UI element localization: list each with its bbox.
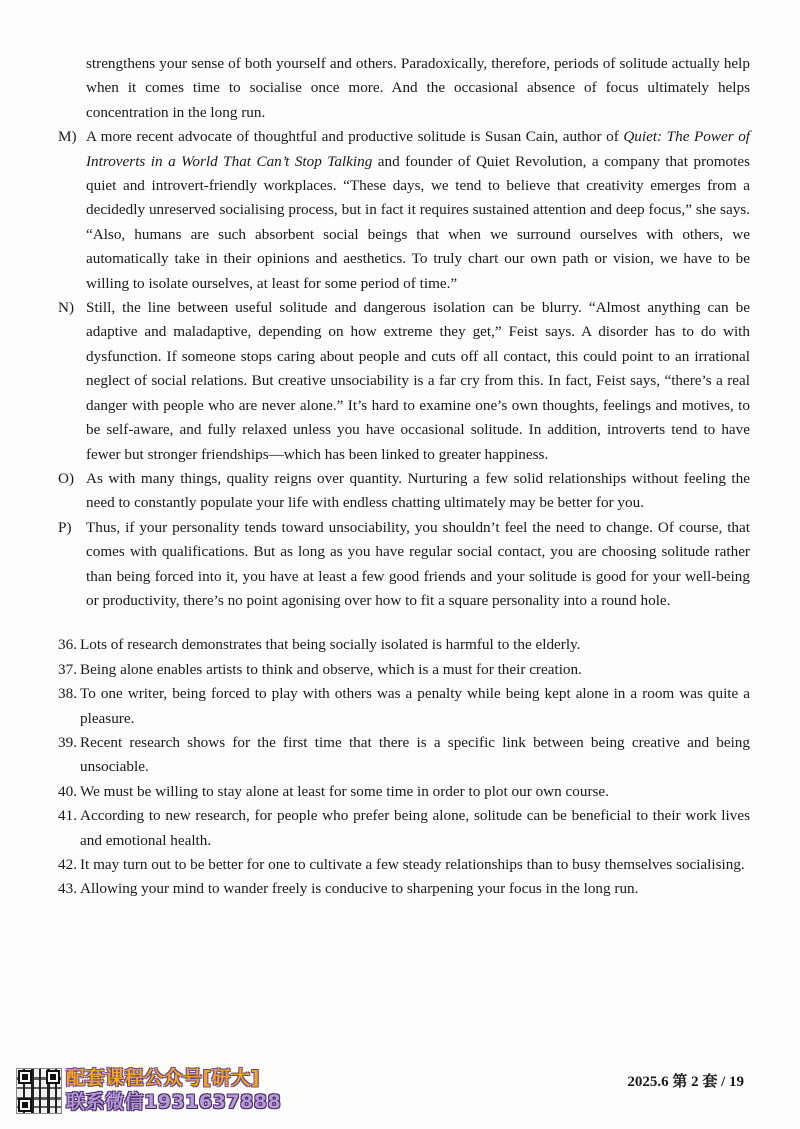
document-body [58,52,750,902]
promo-line-2: 联系微信1931637888 [66,1091,282,1113]
paragraph-o [58,467,750,516]
question-number: 38. [58,685,77,703]
paragraph-text: Still, the line between useful solitude and dangerous isolation can be blurry. “Almost anything can be adaptive and maladaptive, depending on how extreme they get,” Feist says. A disorder has to do with dysfunction. If someone stops caring about people and cuts off all contact, this could point to an irrational neglect of social relations. But creative unsociability is a far cry from this. In fact, Feist says, “there’s a real danger with people who are never alone.” It’s hard to examine one’s own thoughts, feelings and motives, to be self-aware, and fully relaxed unless you have occasional solitude. In addition, introverts tend to have fewer but stronger friendships—which has been linked to greater happiness. [86,299,750,463]
question-item [58,877,750,901]
question-item [58,633,750,657]
qr-finder-icon [18,1070,32,1084]
paragraph-letter: M) [58,128,77,146]
promo-watermark [66,1066,281,1114]
paragraph-letter: O) [58,469,75,487]
question-text: To one writer, being forced to play with others was a penalty while being kept alone in a room was quite a pleasure. [80,685,750,727]
page-footer [16,1064,756,1120]
paragraph-letter: N) [58,299,75,317]
paragraph-text: and founder of Quiet Revolution, a company that promotes quiet and introvert-friendly workplaces. “These days, we tend to believe that creativity emerges from a decidedly unreserved socialising process, but in fact it requires sustained attention and deep focus,” she says. “Also, humans are such absorbent social beings that when we surround ourselves with others, we automatically take in their opinions and aesthetics. To truly chart our own path or vision, we have to be willing to isolate ourselves, at least for some period of time.” [86,152,750,292]
question-number: 39. [58,733,77,751]
question-text: We must be willing to stay alone at least for some time in order to plot our own course. [80,782,609,800]
paragraph-text: Thus, if your personality tends toward unsociability, you shouldn’t feel the need to change. Of course, that comes with qualifications. But as long as you have regular social contact, you are choosing solitude rather than being forced into it, you have at least a few good friends and your solitude is good for your well-being or productivity, there’s no point agonising over how to fit a square personality into a round hole. [86,518,750,609]
question-text: Lots of research demonstrates that being socially isolated is harmful to the elderly. [80,636,581,654]
question-item [58,780,750,804]
question-list [58,633,750,901]
question-text: Recent research shows for the first time that there is a specific link between being creative and being unsociable. [80,733,750,776]
question-number: 36. [58,636,77,654]
book-title: Quiet: The Power of Introverts in a World That Can’t Stop Talking [86,128,751,170]
question-number: 40. [58,782,77,800]
question-number: 37. [58,660,77,678]
paragraph-letter: P) [58,518,72,536]
question-text: Being alone enables artists to think and observe, which is a must for their creation. [80,660,582,678]
question-text: It may turn out to be better for one to cultivate a few steady relationships than to busy themselves socialising. [80,856,745,873]
page-number: 2025.6 第 2 套 / 19 [627,1074,744,1090]
question-text: According to new research, for people who prefer being alone, solitude can be beneficial to their work lives and emotional health. [80,807,750,849]
paragraph-text: As with many things, quality reigns over quantity. Nurturing a few solid relationships without feeling the need to constantly populate your life with endless chatting ultimately may be better for you. [86,469,750,512]
question-item [58,804,750,853]
qr-finder-icon [18,1098,32,1112]
intro-paragraph: strengthens your sense of both yourself and others. Paradoxically, therefore, periods of solitude actually help when it comes time to socialise once more. And the occasional absence of focus ultimately helps concentration in the long run. [86,55,750,121]
question-item [58,658,750,682]
question-item [58,853,750,877]
question-item [58,682,750,731]
paragraph-n [58,296,750,467]
question-number: 42. [58,856,77,873]
qr-finder-icon [46,1070,60,1084]
paragraph-p [58,516,750,614]
question-text: Allowing your mind to wander freely is conducive to sharpening your focus in the long run. [80,880,639,898]
question-number: 43. [58,880,77,898]
question-number: 41. [58,807,77,825]
paragraph-text: A more recent advocate of thoughtful and productive solitude is Susan Cain, author of [86,128,624,146]
promo-line-1: 配套课程公众号[研大] [66,1067,260,1089]
paragraph-m [58,125,750,296]
qr-code-icon [16,1068,62,1114]
question-item [58,731,750,780]
